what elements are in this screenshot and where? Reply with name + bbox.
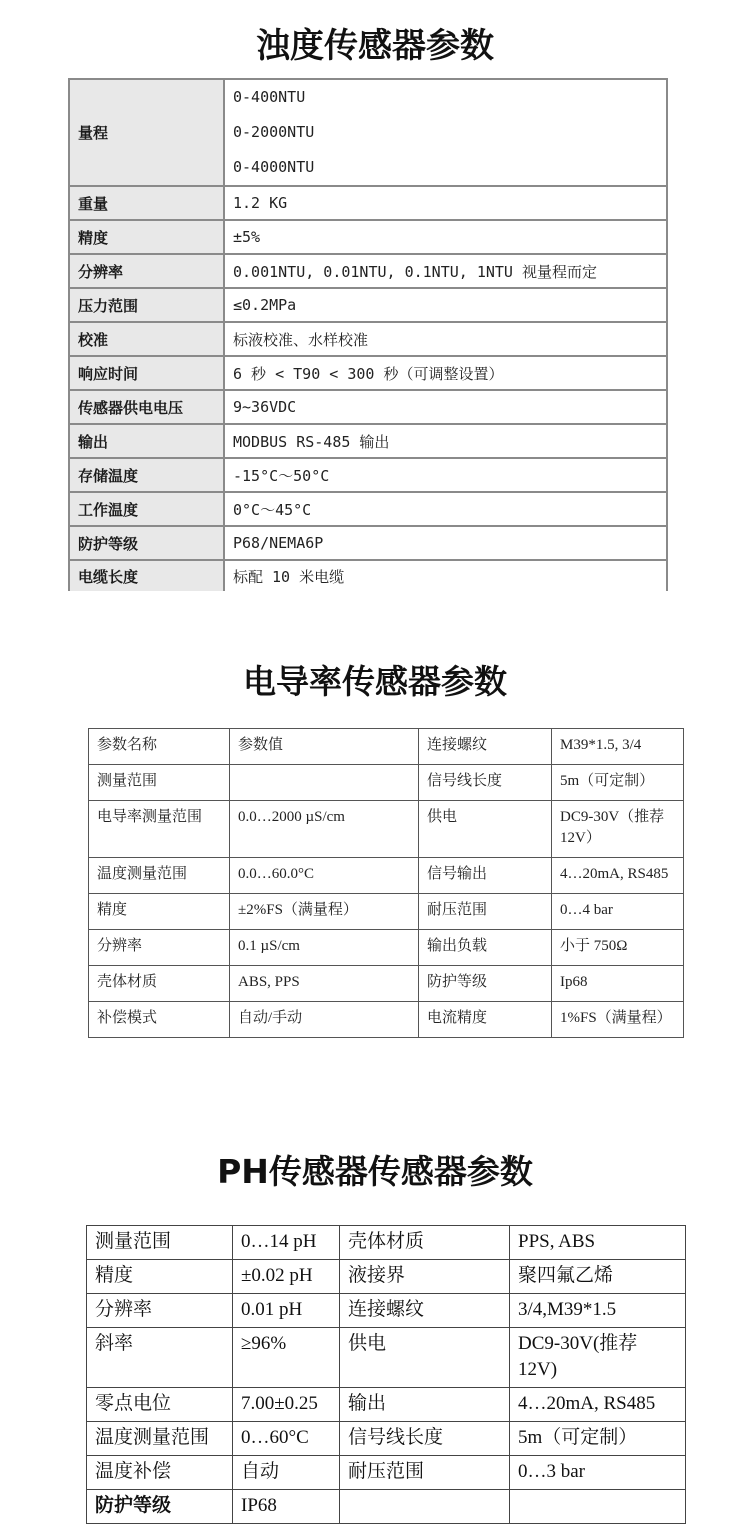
table-row: [89, 729, 684, 765]
conductivity-spec-table: [88, 728, 684, 1038]
spec-key: 精度: [89, 894, 230, 930]
spec-key: 电流精度: [419, 1002, 552, 1038]
table-row: [69, 492, 667, 526]
spec-key: 信号输出: [419, 858, 552, 894]
table-row: [89, 930, 684, 966]
table-row: [69, 254, 667, 288]
table-row: [69, 356, 667, 390]
table-row: [89, 801, 684, 858]
spec-key: 耐压范围: [340, 1456, 510, 1490]
spec-key: 电导率测量范围: [89, 801, 230, 858]
spec-value-ranges: [224, 79, 667, 186]
spec-value: 小于 750Ω: [552, 930, 684, 966]
table-row: [87, 1226, 686, 1260]
spec-value: 标配 10 米电缆: [224, 560, 667, 591]
range-item: 0-2000NTU: [233, 123, 315, 141]
table-row: [69, 424, 667, 458]
spec-value: 9~36VDC: [224, 390, 667, 424]
spec-key: 校准: [69, 322, 224, 356]
table-row: [89, 858, 684, 894]
spec-value: ±5%: [224, 220, 667, 254]
spec-key: 工作温度: [69, 492, 224, 526]
table-row: [89, 894, 684, 930]
spec-key: 分辨率: [69, 254, 224, 288]
spec-value: 参数值: [230, 729, 419, 765]
spec-value: 标液校准、水样校准: [224, 322, 667, 356]
spec-key: 供电: [340, 1328, 510, 1388]
table-row: [87, 1388, 686, 1422]
spec-value: 5m（可定制）: [510, 1422, 686, 1456]
ph-title: PH传感器传感器参数: [217, 1152, 533, 1191]
table-row: [69, 526, 667, 560]
table-row: [89, 1002, 684, 1038]
spec-value: 1%FS（满量程）: [552, 1002, 684, 1038]
spec-value: 0…3 bar: [510, 1456, 686, 1490]
spec-value: 1.2 KG: [224, 186, 667, 220]
table-row: [69, 560, 667, 591]
table-row: [87, 1260, 686, 1294]
table-row: [89, 765, 684, 801]
spec-key: 连接螺纹: [340, 1294, 510, 1328]
spec-key: 零点电位: [87, 1388, 233, 1422]
spec-key: 补偿模式: [89, 1002, 230, 1038]
spec-key: 测量范围: [89, 765, 230, 801]
spec-key: 液接界: [340, 1260, 510, 1294]
spec-key: 供电: [419, 801, 552, 858]
spec-key: 防护等级: [69, 526, 224, 560]
spec-value: PPS, ABS: [510, 1226, 686, 1260]
spec-value: ≥96%: [233, 1328, 340, 1388]
spec-value: 0…14 pH: [233, 1226, 340, 1260]
spec-value: 4…20mA, RS485: [510, 1388, 686, 1422]
spec-value: M39*1.5, 3/4: [552, 729, 684, 765]
spec-key: 参数名称: [89, 729, 230, 765]
spec-value: 0…4 bar: [552, 894, 684, 930]
table-row: [69, 390, 667, 424]
spec-value: 0…60°C: [233, 1422, 340, 1456]
spec-key: 防护等级: [87, 1490, 233, 1524]
range-item: 0-400NTU: [233, 88, 306, 106]
spec-value: 0.001NTU, 0.01NTU, 0.1NTU, 1NTU 视量程而定: [224, 254, 667, 288]
spec-value: Ip68: [552, 966, 684, 1002]
table-row: [69, 322, 667, 356]
turbidity-title: 浊度传感器参数: [256, 26, 494, 66]
spec-value: 0°C～45°C: [224, 492, 667, 526]
spec-value: ≤0.2MPa: [224, 288, 667, 322]
spec-key: 输出负载: [419, 930, 552, 966]
spec-value: 7.00±0.25: [233, 1388, 340, 1422]
spec-value: 5m（可定制）: [552, 765, 684, 801]
spec-value: ±2%FS（满量程）: [230, 894, 419, 930]
spec-key: 重量: [69, 186, 224, 220]
spec-key: 压力范围: [69, 288, 224, 322]
table-row: [87, 1422, 686, 1456]
table-row: [69, 186, 667, 220]
spec-key: 存储温度: [69, 458, 224, 492]
spec-key: [340, 1490, 510, 1524]
spec-key: 电缆长度: [69, 560, 224, 591]
spec-key: 防护等级: [419, 966, 552, 1002]
spec-value: DC9-30V（推荐 12V）: [552, 801, 684, 858]
spec-key: 温度补偿: [87, 1456, 233, 1490]
range-item: 0-4000NTU: [233, 158, 315, 176]
spec-key: 量程: [69, 79, 224, 186]
table-row: [69, 79, 667, 186]
turbidity-spec-table: [68, 78, 668, 591]
spec-value: DC9-30V(推荐 12V): [510, 1328, 686, 1388]
spec-value: -15°C～50°C: [224, 458, 667, 492]
spec-key: 输出: [340, 1388, 510, 1422]
spec-key: 斜率: [87, 1328, 233, 1388]
spec-value: ABS, PPS: [230, 966, 419, 1002]
table-row: [87, 1456, 686, 1490]
table-row: [69, 288, 667, 322]
spec-value: P68/NEMA6P: [224, 526, 667, 560]
table-row: [87, 1490, 686, 1524]
spec-value: 3/4,M39*1.5: [510, 1294, 686, 1328]
spec-key: 壳体材质: [340, 1226, 510, 1260]
table-row: [89, 966, 684, 1002]
spec-value: 6 秒 < T90 < 300 秒（可调整设置）: [224, 356, 667, 390]
spec-value: 聚四氟乙烯: [510, 1260, 686, 1294]
spec-value: [230, 765, 419, 801]
table-row: [87, 1294, 686, 1328]
spec-key: 测量范围: [87, 1226, 233, 1260]
ph-spec-table: [86, 1225, 686, 1524]
table-row: [87, 1328, 686, 1388]
spec-key: 温度测量范围: [89, 858, 230, 894]
spec-value: 0.1 µS/cm: [230, 930, 419, 966]
spec-key: 精度: [87, 1260, 233, 1294]
spec-value: ±0.02 pH: [233, 1260, 340, 1294]
spec-key: 分辨率: [87, 1294, 233, 1328]
spec-key: 温度测量范围: [87, 1422, 233, 1456]
spec-value: IP68: [233, 1490, 340, 1524]
spec-value: [510, 1490, 686, 1524]
spec-value: 自动/手动: [230, 1002, 419, 1038]
spec-key: 输出: [69, 424, 224, 458]
spec-value: 自动: [233, 1456, 340, 1490]
spec-value: 0.0…60.0°C: [230, 858, 419, 894]
spec-key: 响应时间: [69, 356, 224, 390]
spec-key: 耐压范围: [419, 894, 552, 930]
spec-key: 壳体材质: [89, 966, 230, 1002]
spec-value: 4…20mA, RS485: [552, 858, 684, 894]
spec-key: 信号线长度: [340, 1422, 510, 1456]
table-row: [69, 220, 667, 254]
spec-key: 连接螺纹: [419, 729, 552, 765]
spec-key: 信号线长度: [419, 765, 552, 801]
spec-key: 分辨率: [89, 930, 230, 966]
spec-value: 0.0…2000 µS/cm: [230, 801, 419, 858]
spec-value: 0.01 pH: [233, 1294, 340, 1328]
spec-key: 精度: [69, 220, 224, 254]
spec-value: MODBUS RS-485 输出: [224, 424, 667, 458]
spec-key: 传感器供电电压: [69, 390, 224, 424]
table-row: [69, 458, 667, 492]
conductivity-title: 电导率传感器参数: [243, 662, 507, 701]
